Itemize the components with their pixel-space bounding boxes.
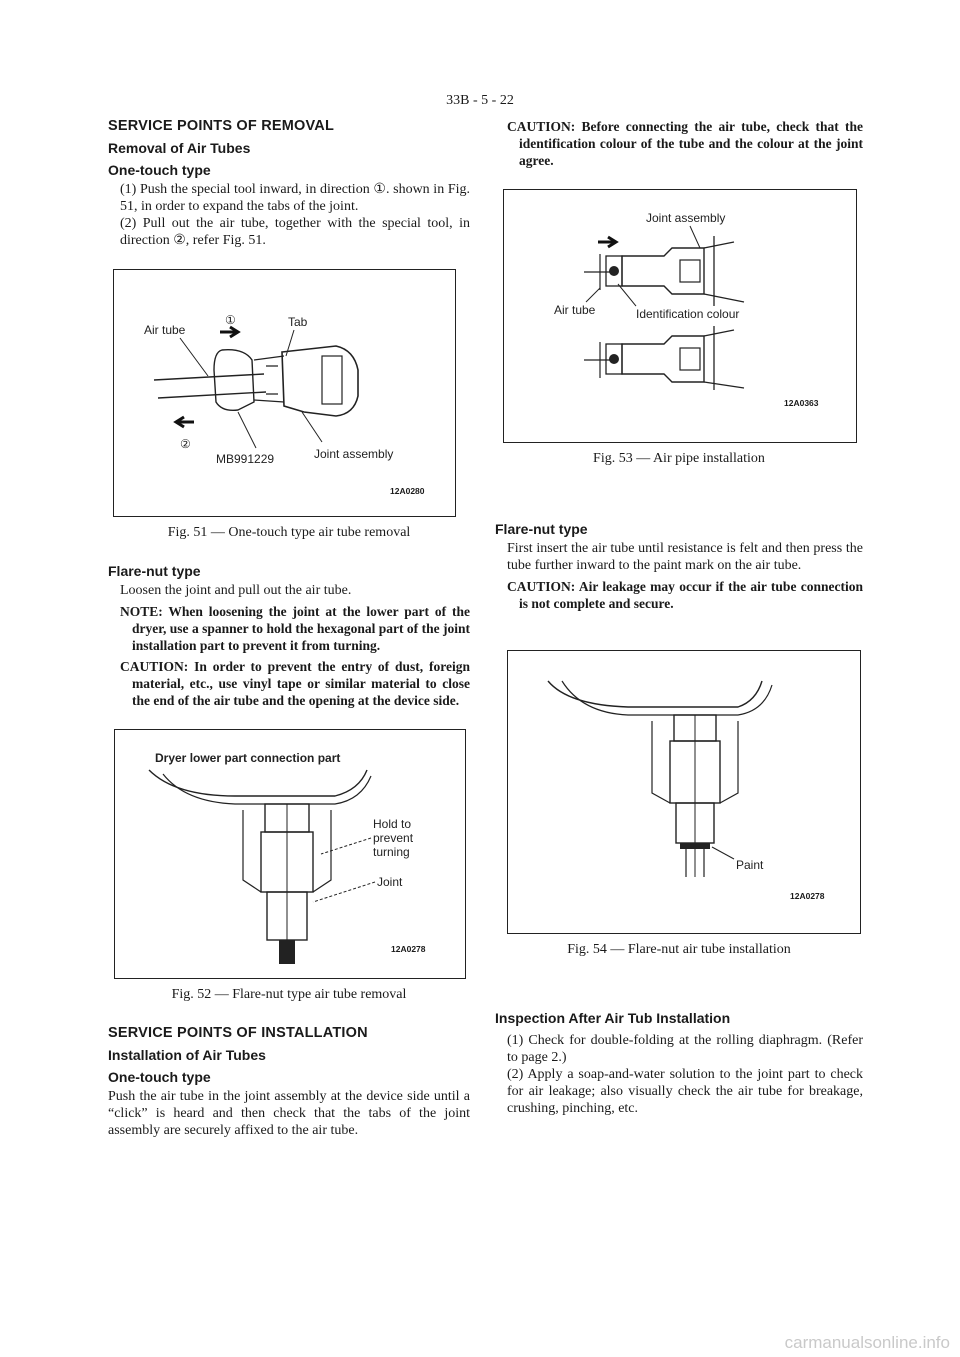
removal-caution: CAUTION: In order to prevent the entry of dust, foreign material, etc., use vinyl tape or similar material to close the end of the air tube and the opening at the device side. [120,659,470,708]
arrow-left-icon [176,417,194,427]
one-touch-step-2: (2) Pull out the air tube, together with the special tool, in direction ②, refer Fig. 51. [120,216,470,248]
fig52-label-hold-1: Hold to [373,817,412,831]
figure-53 [503,189,857,443]
fig53-label-ident: Identification colour [636,307,740,321]
figure-52 [114,729,466,979]
arrow-right-icon [220,327,238,337]
removal-heading: SERVICE POINTS OF REMOVAL [108,118,335,134]
fig51-caption: Fig. 51 — One-touch type air tube removal [167,525,411,540]
fig54-code: 12A0278 [790,891,825,901]
removal-note: NOTE: When loosening the joint at the lower part of the dryer, use a spanner to hold the hexagonal part of the joint installation part to prevent it from turning. [120,604,470,653]
fig52-label-title: Dryer lower part connection part [155,751,341,765]
fig52-label-hold-3: turning [373,845,410,859]
fig51-label-1: ① [225,313,236,327]
fig52-caption: Fig. 52 — Flare-nut type air tube removal [171,987,407,1002]
inspection-heading: Inspection After Air Tub Installation [495,1010,731,1026]
fig51-label-tool: MB991229 [216,452,275,466]
install-one-touch-heading: One-touch type [108,1069,211,1085]
flare-nut-heading: Flare-nut type [108,563,201,579]
install-subheading: Installation of Air Tubes [108,1047,266,1063]
arrow-right-icon [598,237,616,247]
fig51-label-2: ② [180,437,191,451]
fig54-label-paint: Paint [736,858,764,872]
inspection-step-1: (1) Check for double-folding at the rolling diaphragm. (Refer to page 2.) [507,1033,863,1065]
flare-nut-install-caution: CAUTION: Air leakage may occur if the air tube connection is not complete and secure. [507,579,863,611]
flare-nut-install-text: First insert the air tube until resistance is felt and then press the tube further inward to the paint mark on the air tube. [507,541,863,573]
fig51-label-air-tube: Air tube [144,323,186,337]
fig53-label-joint: Joint assembly [646,211,726,225]
install-caution-top: CAUTION: Before connecting the air tube, check that the identification colour of the tube and the colour at the joint agree. [507,119,863,168]
fig52-label-hold-2: prevent [373,831,414,845]
figure-51 [113,269,456,517]
figure-52-drawing [115,730,465,978]
fig53-caption: Fig. 53 — Air pipe installation [593,451,765,466]
left-column [108,118,470,1139]
fig53-code: 12A0363 [784,398,819,408]
one-touch-step-1: (1) Push the special tool inward, in direction ①. shown in Fig. 51, in order to expand the tabs of the joint. [120,182,470,214]
fig51-code: 12A0280 [390,486,425,496]
fig52-label-joint: Joint [377,875,403,889]
fig54-caption: Fig. 54 — Flare-nut air tube installation [567,942,791,957]
removal-subheading: Removal of Air Tubes [108,140,251,156]
install-text: Push the air tube in the joint assembly at the device side until a “click” is heard and then check that the tabs of the joint assembly are securely affixed to the air tube. [108,1089,470,1138]
one-touch-heading: One-touch type [108,162,211,178]
fig51-label-tab: Tab [288,315,308,329]
flare-nut-install-heading: Flare-nut type [495,521,588,537]
fig53-label-air-tube: Air tube [554,303,596,317]
fig52-code: 12A0278 [391,944,426,954]
figure-51-drawing [114,270,455,516]
fig51-label-joint: Joint assembly [314,447,394,461]
flare-nut-text: Loosen the joint and pull out the air tube. [120,583,352,598]
site-watermark: carmanualsonline.info [784,1333,950,1352]
install-heading: SERVICE POINTS OF INSTALLATION [108,1025,368,1041]
inspection-step-2: (2) Apply a soap-and-water solution to the joint part to check for air leakage; also visually check the air tube for breakage, crushing, pinching, etc. [507,1067,863,1116]
figure-54 [507,650,861,934]
right-column [495,118,863,1117]
page-number: 33B - 5 - 22 [446,93,514,108]
